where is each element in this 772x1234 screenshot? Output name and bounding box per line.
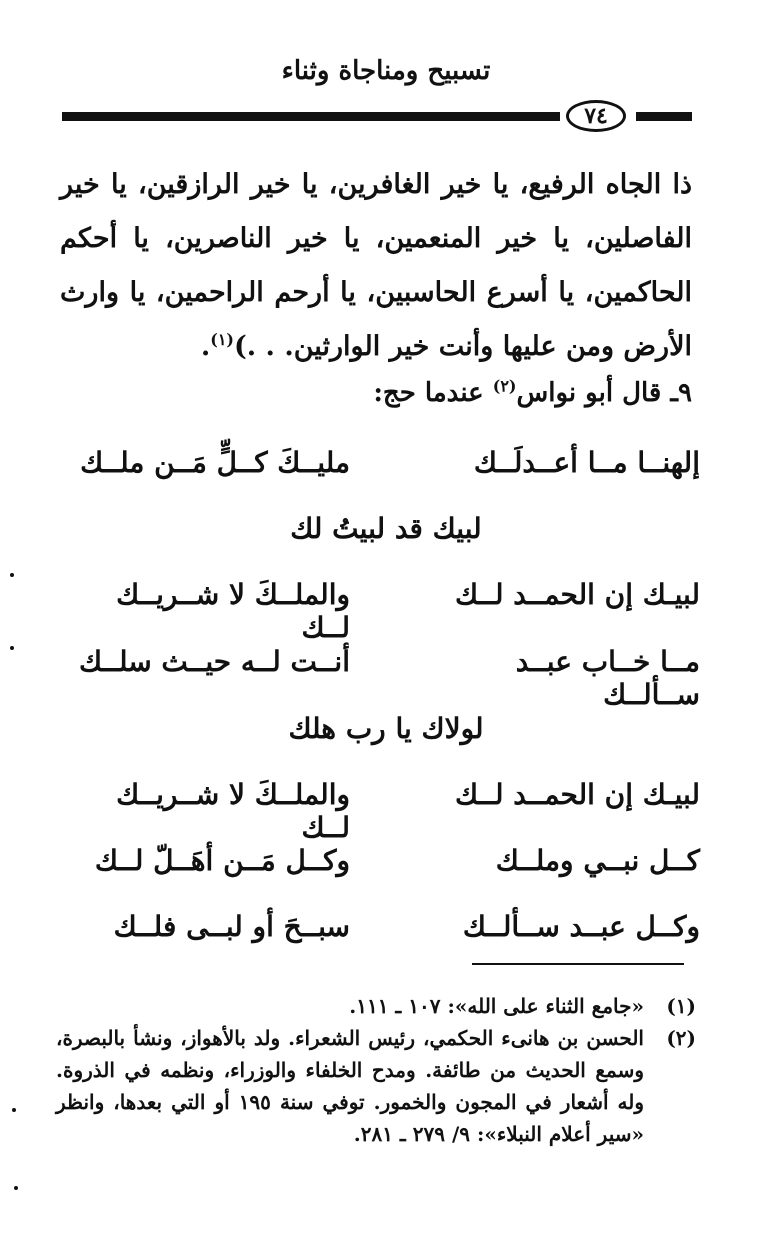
refrain-2: لولاك يا رب هلك (288, 712, 484, 745)
item-heading (373, 378, 692, 408)
header-rule-left (62, 112, 560, 121)
verse-hemistich-second: والملــكَ لا شــريــك لــك (116, 778, 350, 844)
header-rule (62, 100, 692, 136)
verse-hemistich-second: مليــكَ كــلٍّ مَــن ملــك (80, 446, 350, 479)
verse-hemistich-first: مــا خــاب عبــد ســألــك (515, 645, 700, 711)
verse-5 (60, 844, 700, 894)
running-title: تسبيح ومناجاة وثناء (281, 56, 491, 86)
verse-2 (60, 578, 700, 644)
footnote-text: الحسن بن هانىء الحكمي، رئيس الشعراء. ولد بالأهواز، ونشأ بالبصرة، وسمع الحديث من طائفة. ومدح الخلفاء والوزراء، ونظمه في الذروة. وله أشعار في المجون والخمور. توفي سنة ١٩٥ أو التي بعدها، وانظر «سير أعلام النبلاء»: ٩/ ٢٧٩ ـ ٢٨١. (56, 1026, 645, 1146)
scan-speck (12, 1108, 16, 1112)
scan-speck (14, 1186, 18, 1190)
scan-speck (10, 646, 14, 650)
verse-1 (60, 446, 700, 496)
verse-hemistich-second: والملــكَ لا شــريــك لــك (116, 578, 350, 644)
verse-hemistich-first: لبيـك إن الحمــد لــك (454, 778, 700, 811)
verse-hemistich-second: سبــحَ أو لبــى فلــك (113, 910, 350, 943)
footnote-1 (56, 990, 696, 1022)
prose-text: ذا الجاه الرفيع، يا خير الغافرين، يا خير الرازقين، يا خير الفاصلين، يا خير المنعمين، يا خير الناصرين، يا أحكم الحاكمين، يا أسرع الحاسبين، يا أرحم الراحمين، يا وارث الأرض ومن عليها وأنت خير الوارثين. . .) (60, 169, 692, 362)
verse-hemistich-first: وكــل عبــد ســألــك (462, 910, 700, 943)
footnote-2 (56, 1022, 696, 1150)
refrain-1: لبيك قد لبيتُ لك (290, 512, 482, 545)
verse-hemistich-first: لبيـك إن الحمــد لــك (454, 578, 700, 611)
footnote-number: (١) (666, 994, 696, 1018)
footnote-separator (472, 963, 684, 965)
footnote-ref-2: (٢) (492, 376, 517, 396)
page-number-oval (566, 100, 626, 132)
verse-hemistich-second: وكــل مَــن أهَــلّ لــك (94, 844, 350, 877)
page-number-frame (560, 100, 636, 136)
footnote-text: «جامع الثناء على الله»: ١٠٧ ـ ١١١. (349, 994, 644, 1018)
item-heading-prefix: ٩ـ قال أبو نواس (516, 378, 692, 408)
item-heading-suffix: عندما حج: (373, 378, 493, 408)
prose-end: . (200, 331, 211, 362)
page-number: ٧٤ (584, 103, 608, 129)
verse-3 (60, 645, 700, 711)
verse-hemistich-second: أنــت لــه حيــث سلــك (78, 645, 350, 678)
verse-hemistich-first: كــل نبــي وملــك (495, 844, 700, 877)
prose-paragraph (60, 158, 692, 374)
footnote-ref-1: (١) (210, 330, 234, 349)
verse-4 (60, 778, 700, 844)
header-rule-right (636, 112, 692, 121)
footnote-number: (٢) (666, 1026, 696, 1050)
verse-hemistich-first: إلهنــا مــا أعــدلَــك (473, 446, 700, 479)
scan-speck (10, 573, 14, 577)
verse-6 (60, 910, 700, 960)
footnotes (56, 990, 696, 1150)
